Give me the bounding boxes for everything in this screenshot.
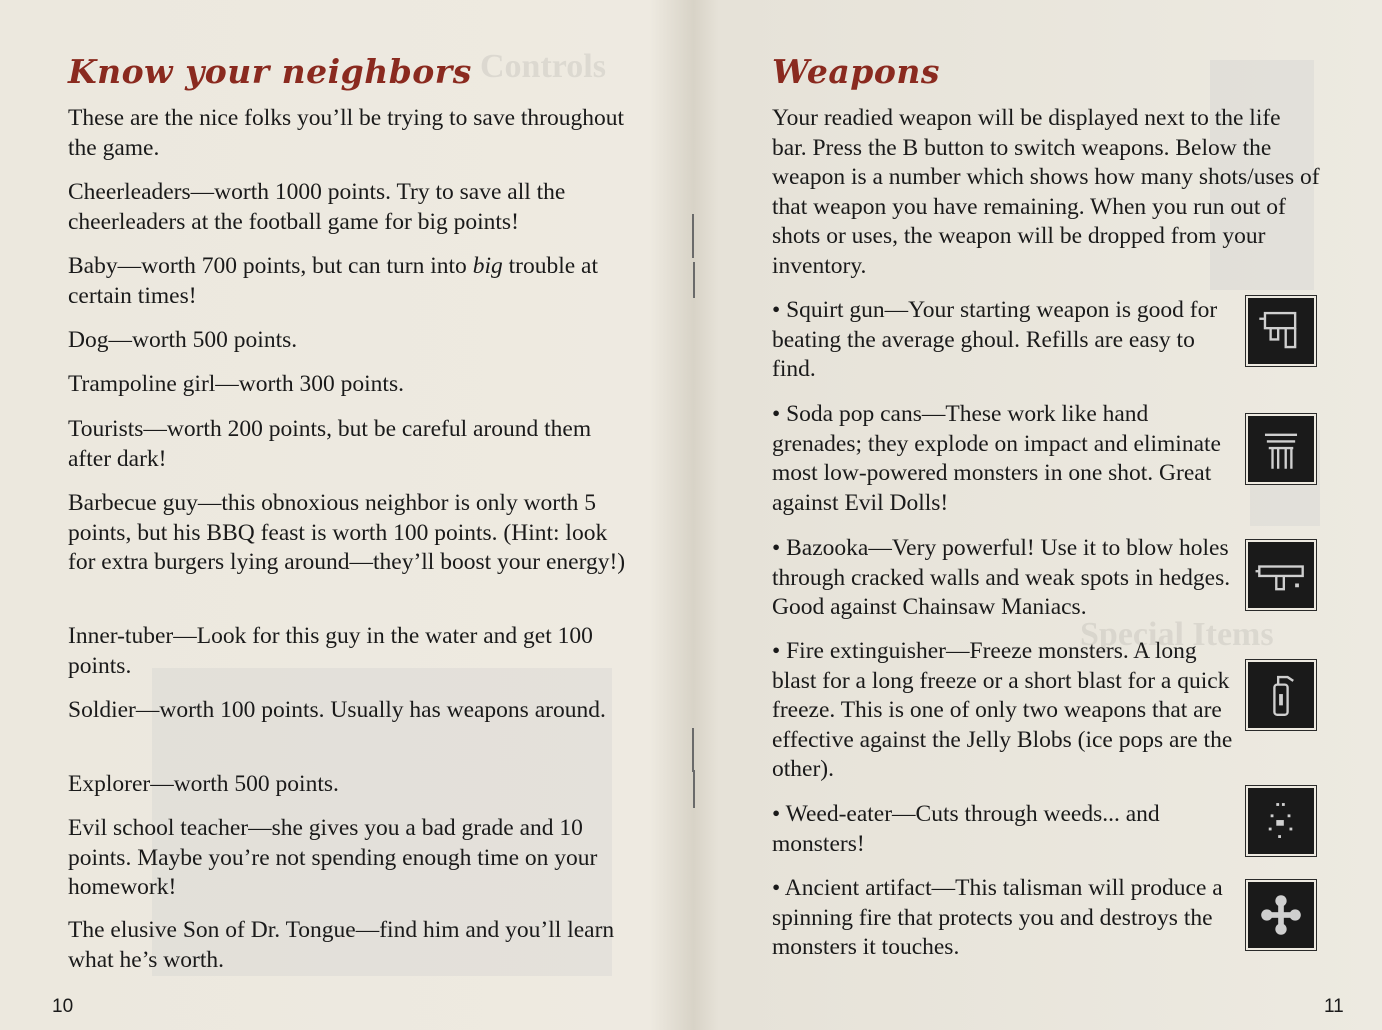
left-page [0,0,690,1030]
intro-paragraph: These are the nice folks you’ll be trying to save throughout the game. [68,105,625,161]
neighbor-entry: Baby—worth 700 points, but can turn into big trouble at certain times! [68,253,598,309]
show-through-text: Special Items [1080,616,1274,653]
neighbor-entry: Trampoline girl—worth 300 points. [68,371,404,397]
right-page [698,0,1382,1030]
neighbor-entry: Inner-tuber—Look for this guy in the water and get 100 points. [68,623,593,679]
page-heading: Know your neighbors [68,52,472,91]
show-through-text: Controls [480,48,606,85]
fire-extinguisher-icon [1246,660,1316,730]
binding-mark [693,770,695,808]
neighbor-entry: Soldier—worth 100 points. Usually has weapons around. [68,697,606,723]
page-number: 11 [1324,996,1344,1017]
weapon-entry-weed-eater: • Weed-eater—Cuts through weeds... and monsters! [772,801,1160,857]
neighbor-entry: Dog—worth 500 points. [68,327,298,353]
soda-cans-icon [1246,414,1316,484]
bazooka-icon [1246,540,1316,610]
binding-mark [692,728,694,772]
weapon-entry-squirt-gun: • Squirt gun—Your starting weapon is good for beating the average ghoul. Refills are easy to find. [772,297,1218,382]
weapon-entry-ancient-artifact: • Ancient artifact—This talisman will produce a spinning fire that protects you and destroys the monsters it touches. [772,875,1223,960]
weapon-entry-fire-extinguisher: • Fire extinguisher—Freeze monsters. A long blast for a long freeze or a short blast for a quick freeze. This is one of only two weapons that are effective against the Jelly Blobs (ice pops are the other). [772,638,1233,782]
neighbor-entry: Barbecue guy—this obnoxious neighbor is only worth 5 points, but his BBQ feast is worth 100 points. (Hint: look for extra burgers lying around—they’ll boost your energy!) [68,490,626,575]
binding-mark [692,214,694,258]
page-heading: Weapons [772,52,940,91]
squirt-gun-icon [1246,296,1316,366]
weapon-entry-bazooka: • Bazooka—Very powerful! Use it to blow holes through cracked walls and weak spots in hedges. Good against Chainsaw Maniacs. [772,535,1231,620]
neighbor-entry: The elusive Son of Dr. Tongue—find him and you’ll learn what he’s worth. [68,917,615,973]
weed-eater-icon [1246,786,1316,856]
binding-mark [693,262,695,298]
neighbor-entry: Cheerleaders—worth 1000 points. Try to save all the cheerleaders at the football game for big points! [68,179,566,235]
weapons-intro: Your readied weapon will be displayed next to the life bar. Press the B button to switch weapons. Below the weapon is a number which shows how many shots/uses of that weapon you have remaining. When you run out of shots or uses, the weapon will be dropped from your inventory. [772,105,1320,279]
ancient-artifact-icon [1246,880,1316,950]
neighbor-entry: Tourists—worth 200 points, but be careful around them after dark! [68,416,592,472]
weapon-entry-soda-cans: • Soda pop cans—These work like hand grenades; they explode on impact and eliminate most low-powered monsters in one shot. Great against Evil Dolls! [772,401,1221,516]
neighbor-entry: Explorer—worth 500 points. [68,771,339,797]
neighbor-entry: Evil school teacher—she gives you a bad grade and 10 points. Maybe you’re not spending enough time on your homework! [68,815,598,900]
page-number: 10 [52,996,74,1017]
